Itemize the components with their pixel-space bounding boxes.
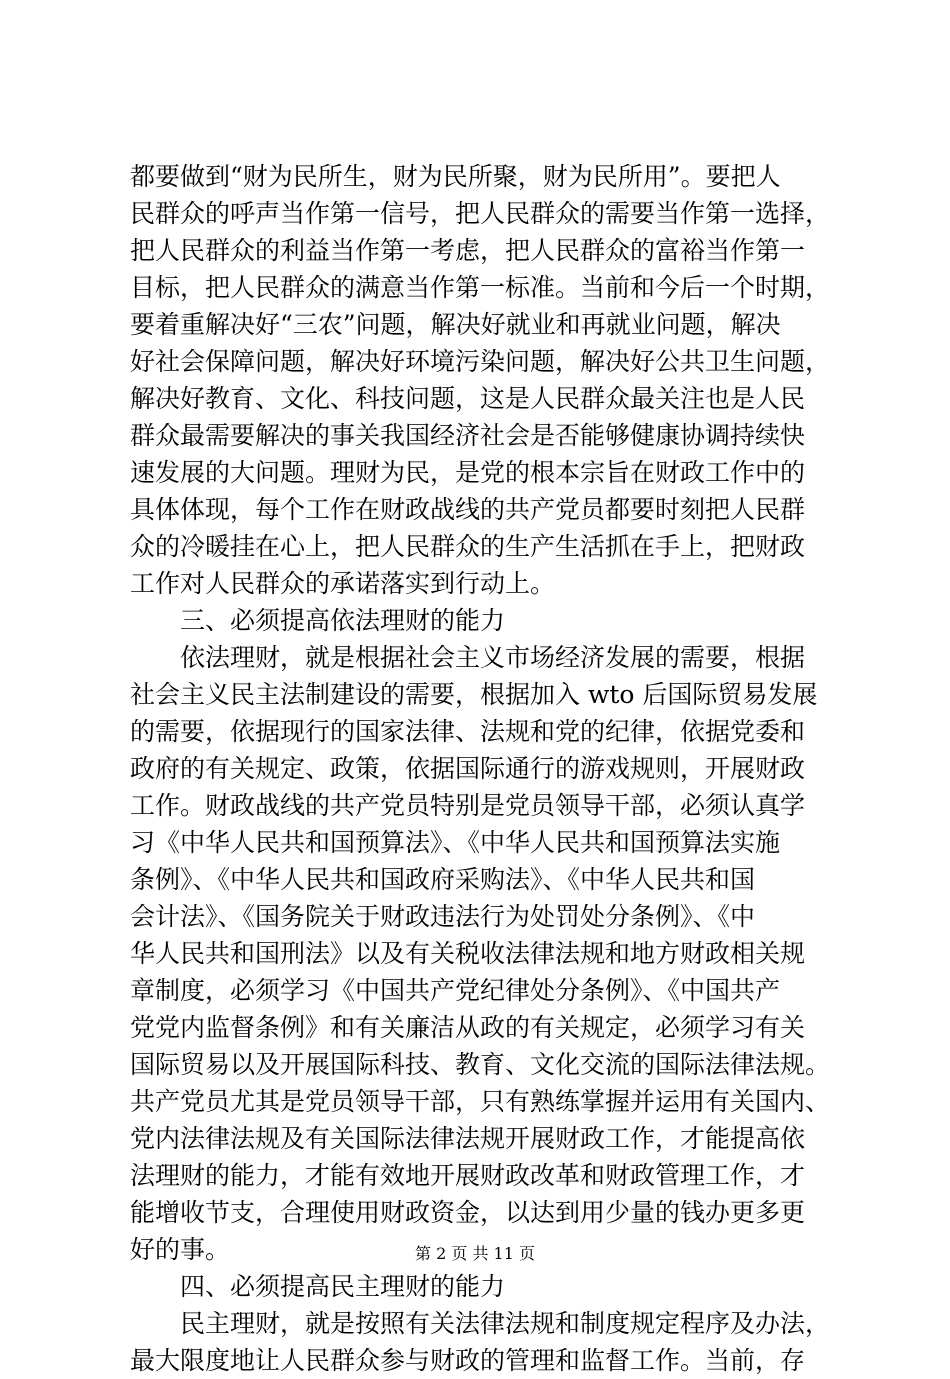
text-line: 把人民群众的利益当作第一考虑，把人民群众的富裕当作第一 <box>130 236 806 265</box>
section-heading: 四、必须提高民主理财的能力 <box>130 1272 506 1301</box>
text-line: 工作对人民群众的承诺落实到行动上。 <box>130 569 556 598</box>
text-line: 要着重解决好“三农”问题，解决好就业和再就业问题，解决 <box>130 310 781 339</box>
text-line: 具体体现，每个工作在财政战线的共产党员都要时刻把人民群 <box>130 495 806 524</box>
text-line: 国际贸易以及开展国际科技、教育、文化交流的国际法律法规。 <box>130 1050 831 1079</box>
text-line: 众的冷暖挂在心上，把人民群众的生产生活抓在手上，把财政 <box>130 532 806 561</box>
text-line: 群众最需要解决的事关我国经济社会是否能够健康协调持续快 <box>130 421 806 450</box>
page-number: 第 2 页 共 11 页 <box>415 1244 535 1263</box>
text-line: 华人民共和国刑法》以及有关税收法律法规和地方财政相关规 <box>130 939 806 968</box>
text-line: 好的事。 <box>130 1235 231 1264</box>
body-text <box>130 158 835 1379</box>
text-line: 都要做到“财为民所生，财为民所聚，财为民所用”。要把人 <box>130 162 781 191</box>
text-line: 好社会保障问题，解决好环境污染问题，解决好公共卫生问题， <box>130 347 831 376</box>
text-line: 党内法律法规及有关国际法律法规开展财政工作，才能提高依 <box>130 1124 806 1153</box>
text-line: 工作。财政战线的共产党员特别是党员领导干部，必须认真学 <box>130 791 806 820</box>
text-line: 民主理财，就是按照有关法律法规和制度规定程序及办法， <box>130 1309 831 1338</box>
text-line: 速发展的大问题。理财为民，是党的根本宗旨在财政工作中的 <box>130 458 806 487</box>
text-line: 依法理财，就是根据社会主义市场经济发展的需要，根据 <box>130 643 806 672</box>
text-line: 党党内监督条例》和有关廉洁从政的有关规定，必须学习有关 <box>130 1013 806 1042</box>
section-heading: 三、必须提高依法理财的能力 <box>130 606 506 635</box>
text-line: 习《中华人民共和国预算法》、《中华人民共和国预算法实施 <box>130 828 781 857</box>
text-line: 会计法》、《国务院关于财政违法行为处罚处分条例》、《中 <box>130 902 756 931</box>
text-line: 解决好教育、文化、科技问题，这是人民群众最关注也是人民 <box>130 384 806 413</box>
text-line: 条例》、《中华人民共和国政府采购法》、《中华人民共和国 <box>130 865 756 894</box>
text-line: 政府的有关规定、政策，依据国际通行的游戏规则，开展财政 <box>130 754 806 783</box>
text-line: 民群众的呼声当作第一信号，把人民群众的需要当作第一选择， <box>130 199 831 228</box>
text-line: 目标，把人民群众的满意当作第一标准。当前和今后一个时期， <box>130 273 831 302</box>
page-footer <box>0 1244 950 1264</box>
text-line: 的需要，依据现行的国家法律、法规和党的纪律，依据党委和 <box>130 717 806 746</box>
text-line: 能增收节支，合理使用财政资金，以达到用少量的钱办更多更 <box>130 1198 806 1227</box>
text-line: 章制度，必须学习《中国共产党纪律处分条例》、《中国共产 <box>130 976 781 1005</box>
text-line: 共产党员尤其是党员领导干部，只有熟练掌握并运用有关国内、 <box>130 1087 831 1116</box>
text-line: 法理财的能力，才能有效地开展财政改革和财政管理工作，才 <box>130 1161 806 1190</box>
text-line: 最大限度地让人民群众参与财政的管理和监督工作。当前，存 <box>130 1346 806 1375</box>
text-line: 社会主义民主法制建设的需要，根据加入 wto 后国际贸易发展 <box>130 680 818 709</box>
